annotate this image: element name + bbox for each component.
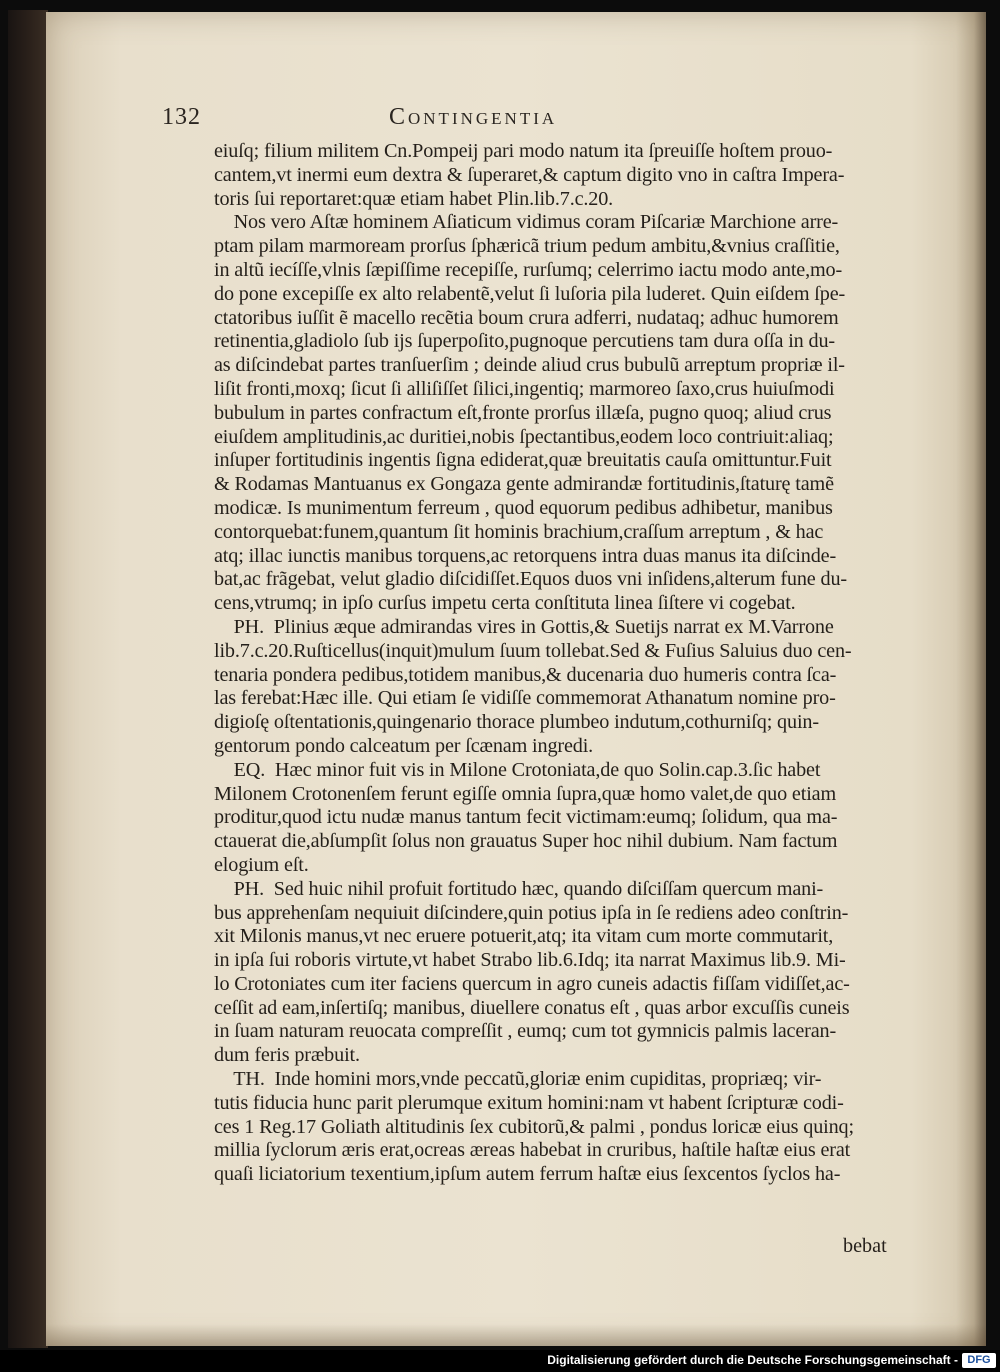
- text-line: retinentia,gladiolo ſub ijs ſuperpoſito,pugnoque percutiens tam dura oſſa in du-: [214, 330, 835, 353]
- text-line: gentorum pondo calceatum per ſcænam ingredi.: [214, 734, 594, 757]
- text-line: modicæ. Is munimentum ferreum , quod equorum pedibus adhibetur, manibus: [214, 496, 833, 519]
- text-line: atq; illac iunctis manibus torquens,ac retorquens intra duas manus ita diſcinde-: [214, 544, 837, 567]
- text-line: Milonem Crotonenſem ferunt egiſſe omnia ſupra,quæ homo valet,de quo etiam: [214, 782, 837, 805]
- text-line: cens,vtrumq; in ipſo curſus impetu certa conſtituta linea ſiſtere vi cogebat.: [214, 592, 796, 615]
- text-line: ces 1 Reg.17 Goliath altitudinis ſex cubitorũ,& palmi , pondus loricæ eius quinq;: [214, 1115, 854, 1138]
- text-line: tenaria pondera pedibus,totidem manibus,& ducenaria duo humeris contra ſca-: [214, 663, 837, 686]
- text-line: inſuper fortitudinis ingentis ſigna ediderat,quæ breuitatis cauſa omittuntur.Fuit: [214, 449, 832, 472]
- text-line: lo Crotoniates cum iter faciens quercum in agro cuneis adactis fiſſam vidiſſet,ac-: [214, 972, 850, 995]
- text-line: eiuſdem amplitudinis,ac duritiei,nobis ſpectantibus,eodem loco contriuit:aliaq;: [214, 425, 834, 448]
- text-line: elogium eſt.: [214, 853, 309, 876]
- text-line: bat,ac frãgebat, velut gladio diſcidiſſet.Equos duos vni inſidens,alterum fune du-: [214, 568, 847, 591]
- text-line: quaſi liciatorium texentium,ipſum autem ferrum haſtæ eius ſexcentos ſyclos ha-: [214, 1163, 841, 1186]
- text-line: dum feris præbuit.: [214, 1044, 360, 1067]
- text-line: cantem,vt inermi eum dextra & ſuperaret,& captum digito vno in caſtra Impera-: [214, 163, 845, 186]
- text-line: millia ſyclorum æris erat,ocreas æreas habebat in cruribus, haſtile haſtæ eius erat: [214, 1139, 851, 1162]
- text-line: in ſuam naturam reuocata compreſſit , eumq; cum tot gymnicis palmis laceran-: [214, 1020, 837, 1043]
- funding-notice: Digitalisierung gefördert durch die Deutsche Forschungsgemeinschaft -: [547, 1353, 958, 1367]
- text-line: ceſſit ad eam,inſertiſq; manibus, diuellere conatus eſt , quas arbor excuſſis cuneis: [214, 996, 850, 1019]
- text-line: proditur,quod ictu nudæ manus tantum fecit victimam:eumq; ſolidum, qua ma-: [214, 806, 838, 829]
- text-line: digioſę oſtentationis,quingenario thorace plumbeo indutum,cothurniſq; quin-: [214, 711, 819, 734]
- text-line: Nos vero Aſtæ hominem Aſiaticum vidimus coram Piſcariæ Marchione arre-: [214, 211, 839, 234]
- text-line: ctatoribus iuſſit ẽ macello recẽtia boum crura adferri, nudataq; adhuc humorem: [214, 306, 839, 329]
- text-line: bus apprehenſam nequiuit diſcindere,quin potius ipſa in ſe rediens adeo conſtrin-: [214, 901, 849, 924]
- footer-bar: [0, 1350, 1000, 1372]
- catchword: bebat: [843, 1235, 887, 1257]
- page-bottom-edge: [46, 1324, 986, 1346]
- text-line: PH. Sed huic nihil profuit fortitudo hæc, quando diſciſſam quercum mani-: [214, 877, 824, 900]
- running-head: [162, 100, 702, 140]
- body-text: [214, 140, 908, 1187]
- text-line: eiuſq; filium militem Cn.Pompeij pari modo natum ita ſpreuiſſe hoſtem prouo-: [214, 140, 833, 162]
- text-line: las ferebat:Hæc ille. Qui etiam ſe vidiſſe commemorat Athanatum nomine pro-: [214, 687, 836, 710]
- text-line: liſit fronti,moxq; ſicut ſi alliſiſſet ſilici,ingentiq; marmoreo ſaxo,crus huiuſmodi: [214, 377, 835, 400]
- text-line: bubulum in partes confractum eſt,fronte prorſus illæſa, pugno quoq; aliud crus: [214, 401, 832, 424]
- text-line: tutis fiducia hunc parit plerumque exitum homini:nam vt habent ſcripturæ codi-: [214, 1091, 844, 1114]
- text-line: in ipſa ſui roboris virtute,vt habet Strabo lib.6.Idq; ita narrat Maximus lib.9. Mi-: [214, 949, 846, 972]
- text-line: TH. Inde homini mors,vnde peccatũ,gloriæ enim cupiditas, propriæq; vir-: [214, 1068, 822, 1091]
- text-line: contorquebat:funem,quantum ſit hominis brachium,craſſum arreptum , & hac: [214, 520, 824, 543]
- text-line: lib.7.c.20.Ruſticellus(inquit)mulum ſuum tollebat.Sed & Fuſius Saluius duo cen-: [214, 639, 852, 662]
- page-edge: [956, 12, 986, 1346]
- book-spine: [8, 10, 48, 1348]
- text-line: PH. Plinius æque admirandas vires in Gottis,& Suetijs narrat ex M.Varrone: [214, 615, 834, 638]
- dfg-logo-icon: DFG: [962, 1353, 996, 1368]
- text-line: as diſcindebat partes tranſuerſim ; deinde aliud crus bubulũ arreptum propriæ il-: [214, 354, 845, 377]
- text-line: & Rodamas Mantuanus ex Gongaza gente admirandæ fortitudinis,ſtaturę tamẽ: [214, 473, 834, 496]
- text-line: in altũ iecíſſe,vlnis ſæpiſſime recepiſſe, rurſumq; celerrimo iactu modo ante,mo-: [214, 258, 843, 281]
- text-line: do pone excepiſſe ex alto relabentẽ,velut ſi luſoria pila luderet. Quin eiſdem ſpe-: [214, 282, 846, 305]
- text-line: ctauerat die,abſumpſit ſolus non grauatus Super hoc nihil dubium. Nam factum: [214, 830, 838, 853]
- page-number: 132: [162, 104, 201, 130]
- text-line: toris ſui reportaret:quæ etiam habet Plin.lib.7.c.20.: [214, 187, 614, 210]
- text-line: EQ. Hæc minor fuit vis in Milone Crotoniata,de quo Solin.cap.3.ſic habet: [214, 758, 821, 781]
- text-line: xit Milonis manus,vt nec eruere potuerit,atq; ita vitam cum morte commutarit,: [214, 925, 834, 948]
- text-line: ptam pilam marmoream prorſus ſphæricã trium pedum ambitu,&vnius craſſitie,: [214, 235, 840, 258]
- running-title: Contingentia: [389, 104, 558, 130]
